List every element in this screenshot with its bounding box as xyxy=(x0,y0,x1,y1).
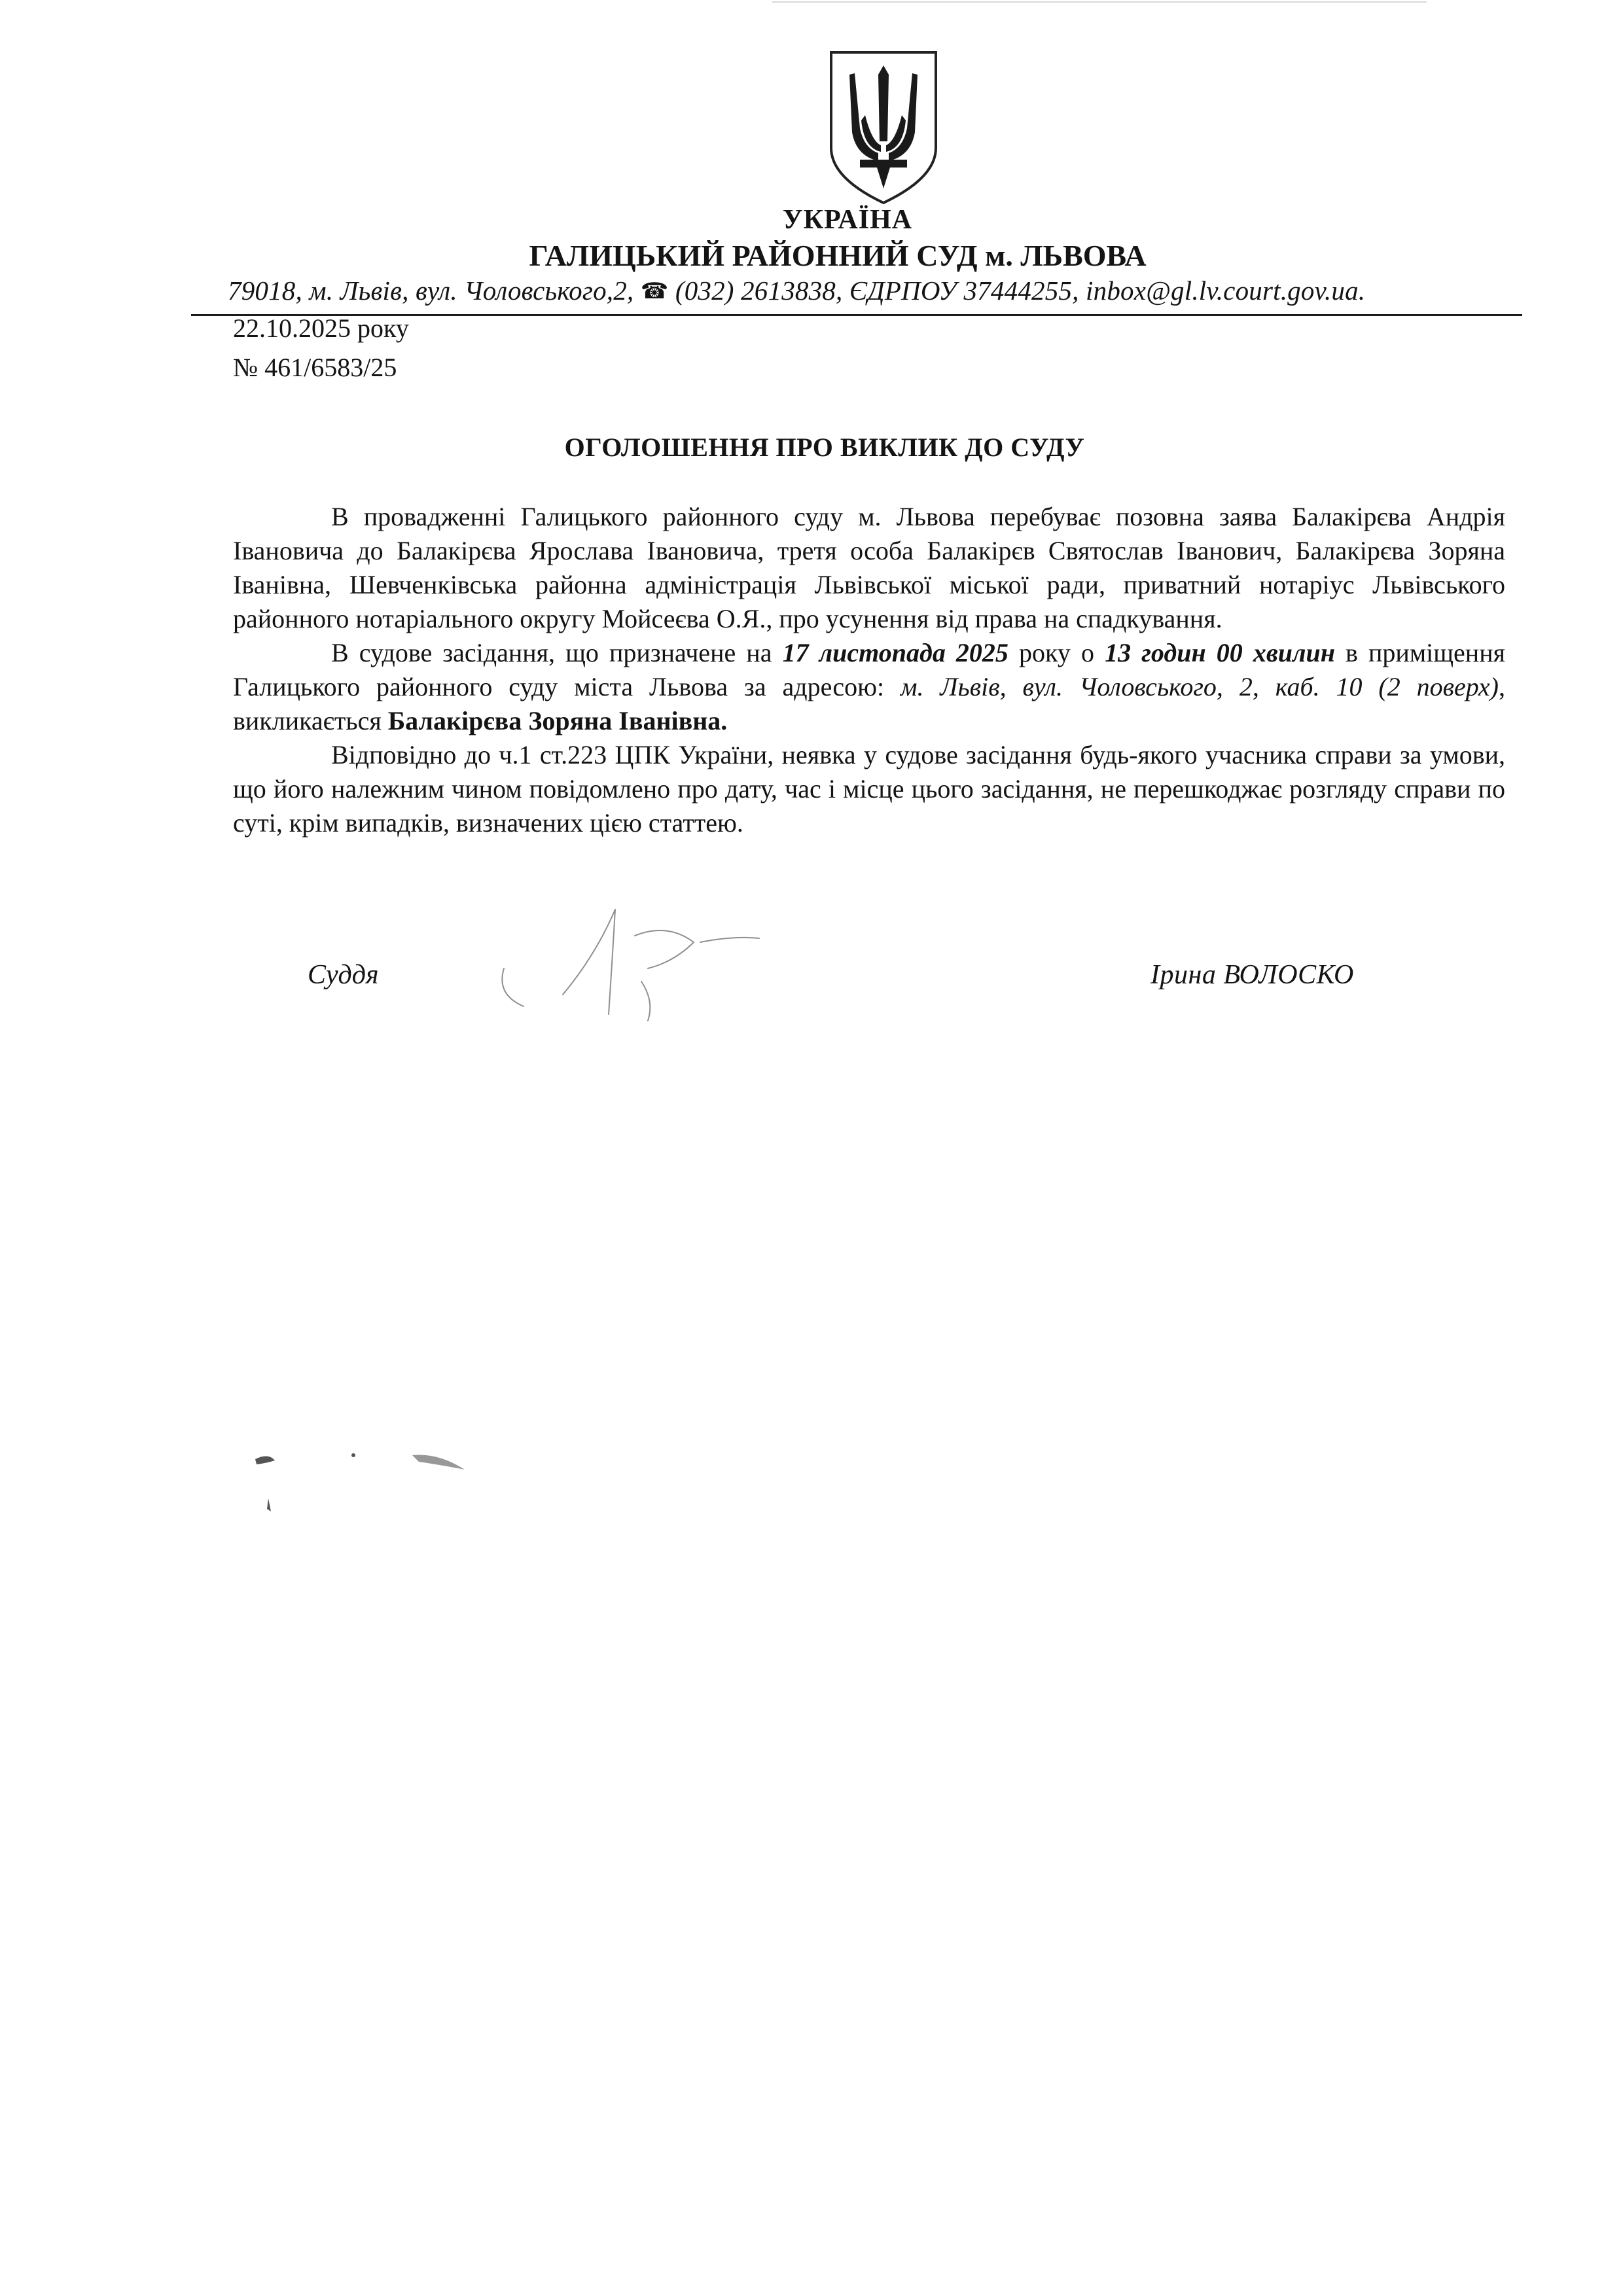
hearing-date: 17 листопада 2025 xyxy=(782,638,1008,667)
judge-label: Суддя xyxy=(308,960,379,990)
phone-icon: ☎ xyxy=(640,279,669,304)
case-number: № 461/6583/25 xyxy=(233,353,397,382)
hearing-text-1: В судове засідання, що призначене на xyxy=(331,638,783,667)
judge-name: Ірина ВОЛОСКО xyxy=(1150,960,1354,990)
country-heading: УКРАЇНА xyxy=(782,205,913,235)
paragraph-case-description: В провадженні Галицького районного суду м. Львова перебуває позовна заява Балакірєва Андрія Івановича до Балакірєва Ярослава Івановича, третя особа Балакірєв Святослав Іванович, Балакірєва Зоряна Іванівна, Шевченківська районна адміністрація Львівської міської ради, приватний нотаріус Львівського районного нотаріального округу Мойсеєва О.Я., про усунення від права на спадкування. xyxy=(233,502,1505,633)
hearing-text-3: в приміщення Галицького районного суду міста Львова за адресою: xyxy=(233,638,1506,701)
scan-smudge-mark xyxy=(249,1446,497,1525)
scan-artifact-line xyxy=(772,1,1427,3)
address-street: 79018, м. Львів, вул. Чоловського,2, xyxy=(228,275,641,306)
hearing-text-2: року о xyxy=(1008,638,1105,667)
document-date: 22.10.2025 року xyxy=(233,313,409,343)
hearing-time: 13 годин 00 хвилин xyxy=(1105,638,1335,667)
hearing-address: м. Львів, вул. Чоловського, 2, каб. 10 (2 поверх) xyxy=(901,672,1499,701)
court-address-line xyxy=(228,275,1504,306)
summoned-person: Балакірєва Зоряна Іванівна. xyxy=(387,706,728,735)
signature-mark xyxy=(484,896,851,1027)
hearing-text-4: , викликається xyxy=(233,672,1505,735)
document-title: ОГОЛОШЕННЯ ПРО ВИКЛИК ДО СУДУ xyxy=(564,433,1085,462)
paragraph-hearing-details xyxy=(233,636,1505,738)
court-name-heading: ГАЛИЦЬКИЙ РАЙОННИЙ СУД м. ЛЬВОВА xyxy=(529,239,1147,272)
address-contacts: (032) 2613838, ЄДРПОУ 37444255, inbox@gl.lv.court.gov.ua. xyxy=(668,275,1366,306)
trident-emblem-icon xyxy=(826,50,941,205)
paragraph-legal-notice: Відповідно до ч.1 ст.223 ЦПК України, неявка у судове засідання будь-якого учасника справи за умови, що його належним чином повідомлено про дату, час і місце цього засідання, не перешкоджає розгляду справи по суті, крім випадків, визначених цією статтею. xyxy=(233,740,1505,838)
document-body xyxy=(233,500,1505,840)
